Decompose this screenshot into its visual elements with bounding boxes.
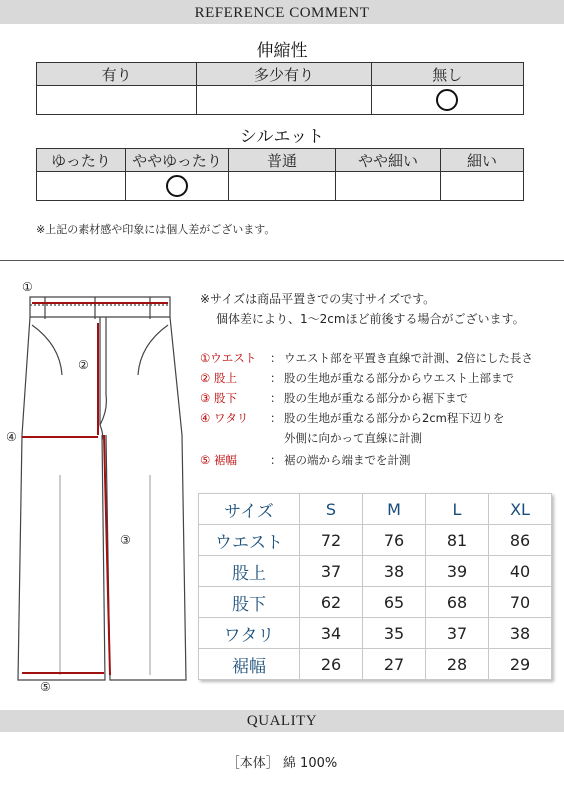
silhouette-cell [441,172,524,201]
size-row-label: 股上 [199,556,300,587]
stretch-cell [197,86,371,115]
size-header: XL [489,494,552,525]
disclaimer-text: ※上記の素材感や印象には個人差がございます。 [36,223,276,236]
size-note-line1: ※サイズは商品平置きでの実寸サイズです。 [200,292,436,306]
definition-term: ⑤ 裾幅 [200,453,237,467]
size-cell: 38 [363,556,426,587]
stretch-cell [37,86,197,115]
size-row-label: ワタリ [199,618,300,649]
mark-5: ⑤ [40,680,51,694]
size-cell: 35 [363,618,426,649]
definition-colon: ： [270,351,282,365]
table-row [199,618,552,649]
size-row-label: 裾幅 [199,649,300,680]
silhouette-title: シルエット [239,127,325,147]
size-header: M [363,494,426,525]
stretch-option: 多少有り [197,63,371,86]
stretch-option: 無し [371,63,523,86]
table-row [199,649,552,680]
size-cell: 70 [489,587,552,618]
definition-desc: 裾の端から端までを計測 [284,453,411,467]
selected-circle-icon [166,175,188,197]
size-row-label: ウエスト [199,525,300,556]
definition-term: ③ 股下 [200,391,237,405]
definition-desc: 外側に向かって直線に計測 [284,431,422,445]
size-cell: 26 [300,649,363,680]
definition-colon: ： [270,411,282,425]
silhouette-option: やや細い [336,149,441,172]
size-cell: 39 [426,556,489,587]
definition-colon: ： [270,391,282,405]
size-cell: 62 [300,587,363,618]
size-cell: 37 [426,618,489,649]
size-header: L [426,494,489,525]
definition-colon: ： [270,371,282,385]
silhouette-option: ゆったり [37,149,126,172]
size-cell: 28 [426,649,489,680]
definition-desc: 股の生地が重なる部分から裾下まで [284,391,468,405]
size-cell: 27 [363,649,426,680]
quality-text: ［本体］ 綿 100% [226,756,338,771]
silhouette-table [36,148,524,201]
mark-1: ① [22,280,33,294]
size-cell: 81 [426,525,489,556]
size-cell: 68 [426,587,489,618]
definition-desc: 股の生地が重なる部分から2cm程下辺りを [284,411,505,425]
size-row-label: 股下 [199,587,300,618]
size-cell: 38 [489,618,552,649]
silhouette-cell [336,172,441,201]
size-cell: 76 [363,525,426,556]
size-cell: 40 [489,556,552,587]
table-row [199,525,552,556]
mark-4: ④ [6,430,17,444]
mark-2: ② [78,358,89,372]
quality-bar: QUALITY [0,710,564,732]
stretch-table [36,62,524,115]
definition-desc: ウエスト部を平置き直線で計測、2倍にした長さ [284,351,533,365]
size-cell: 65 [363,587,426,618]
size-cell: 86 [489,525,552,556]
definition-term: ①ウエスト [200,351,257,365]
size-note-line2: 個体差により、1～2cmほど前後する場合がございます。 [216,312,525,326]
silhouette-cell [37,172,126,201]
pants-diagram [0,275,200,695]
mark-3: ③ [120,533,131,547]
silhouette-option: ややゆったり [126,149,229,172]
silhouette-option: 細い [441,149,524,172]
size-cell: 72 [300,525,363,556]
definition-desc: 股の生地が重なる部分からウエスト上部まで [284,371,514,385]
size-table [198,493,552,680]
definition-term: ④ ワタリ [200,411,249,425]
size-cell: 37 [300,556,363,587]
size-header: S [300,494,363,525]
size-header: サイズ [199,494,300,525]
definitions-list [200,350,564,475]
silhouette-option: 普通 [229,149,336,172]
section-divider [0,260,564,261]
size-cell: 34 [300,618,363,649]
size-cell: 29 [489,649,552,680]
definition-term: ② 股上 [200,371,237,385]
selected-circle-icon [436,89,458,111]
silhouette-cell [229,172,336,201]
stretch-option: 有り [37,63,197,86]
stretch-title: 伸縮性 [256,41,308,61]
table-row [199,556,552,587]
definition-colon: ： [270,453,282,467]
table-row [199,587,552,618]
reference-comment-bar: REFERENCE COMMENT [0,0,564,24]
silhouette-cell [126,172,229,201]
stretch-cell [371,86,523,115]
